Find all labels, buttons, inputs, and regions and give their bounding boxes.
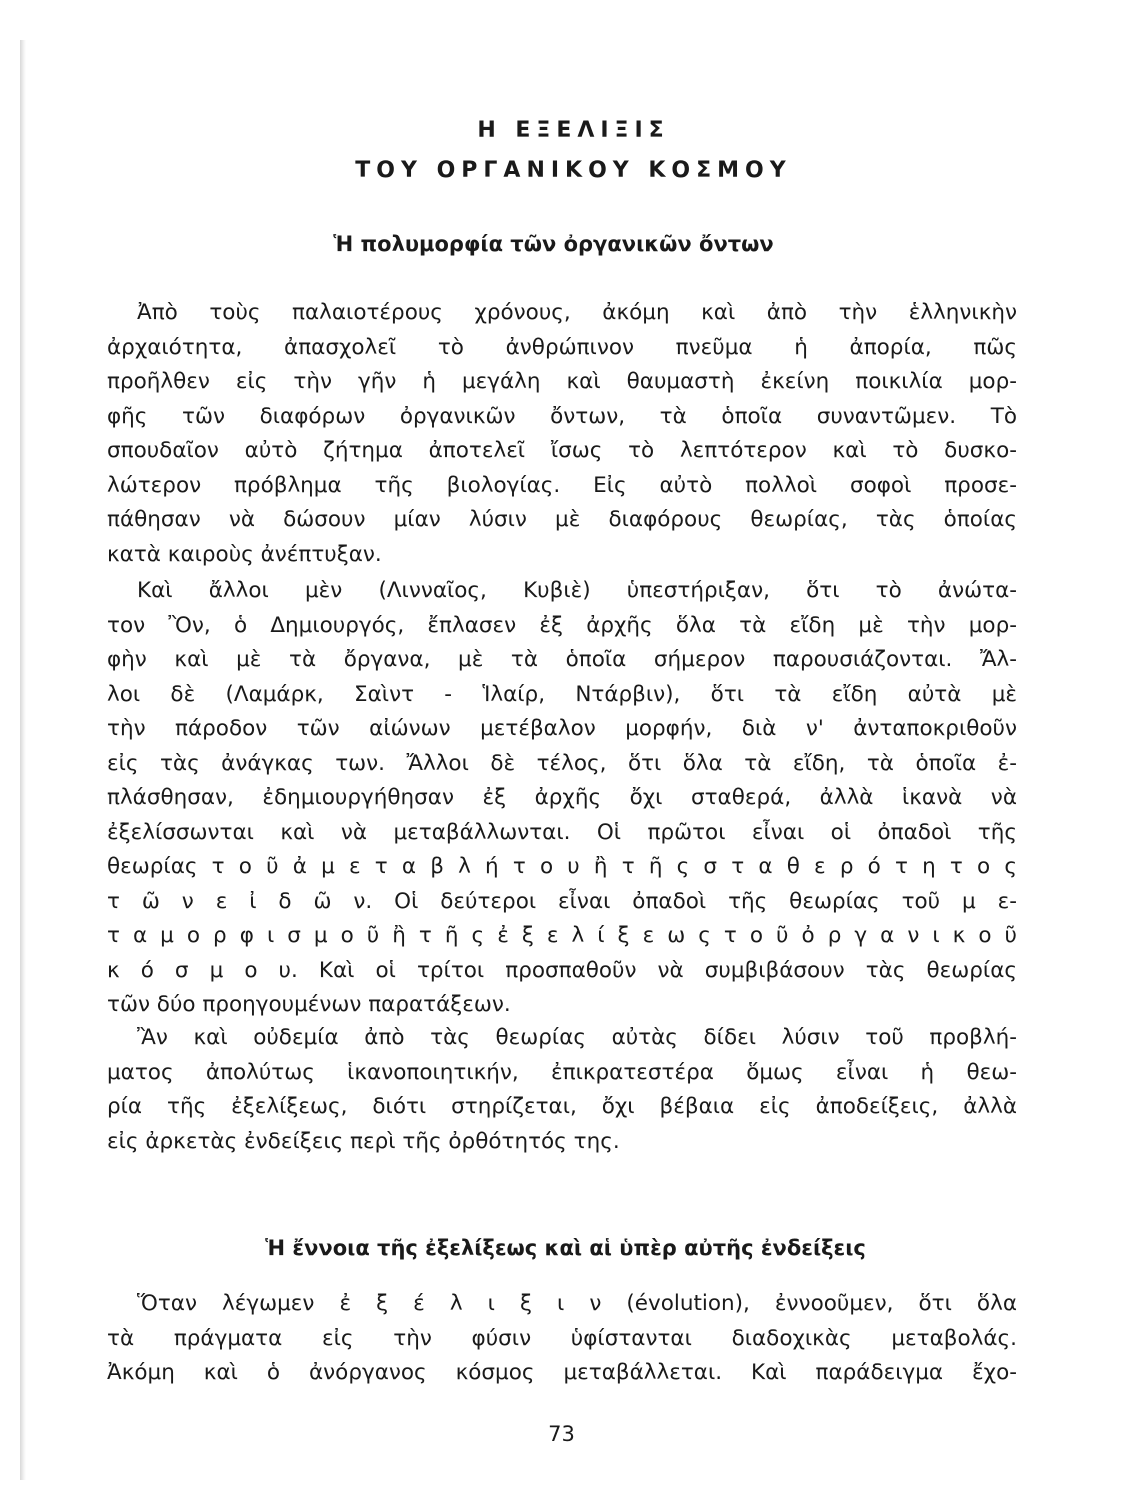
text-line: Καὶ ἄλλοι μὲν (Λινναῖος, Κυβιὲ) ὑπεστήριξαν, ὅτι τὸ ἀνώτα- <box>137 578 1017 603</box>
text-line: φὴν καὶ μὲ τὰ ὄργανα, μὲ τὰ ὁποῖα σήμερον παρουσιάζονται. Ἄλ- <box>107 647 1017 672</box>
text-line: φῆς τῶν διαφόρων ὀργανικῶν ὄντων, τὰ ὁποῖα συναντῶμεν. Τὸ <box>107 403 1017 429</box>
text-line: λοι δὲ (Λαμάρκ, Σαὶντ - Ἱλαίρ, Ντάρβιν), ὅτι τὰ εἴδη αὐτὰ μὲ <box>107 681 1017 707</box>
text-line: τον Ὂν, ὁ Δημιουργός, ἔπλασεν ἐξ ἀρχῆς ὅλα τὰ εἴδη μὲ τὴν μορ- <box>107 612 1017 638</box>
text-line: εἰς τὰς ἀνάγκας των. Ἄλλοι δὲ τέλος, ὅτι ὅλα τὰ εἴδη, τὰ ὁποῖα ἐ- <box>107 750 1017 776</box>
text-line: εἰς ἀρκετὰς ἐνδείξεις περὶ τῆς ὀρθότητός της. <box>107 1128 620 1154</box>
text-line: τὴν πάροδον τῶν αἰώνων μετέβαλον μορφήν, διὰ ν' ἀνταποκριθοῦν <box>107 716 1017 741</box>
section-heading-evolution: Ἡ ἔννοια τῆς ἐξελίξεως καὶ αἱ ὑπὲρ αὐτῆς ἐνδείξεις <box>265 1236 866 1260</box>
text-line: λώτερον πρόβλημα τῆς βιολογίας. Εἰς αὐτὸ πολλοὶ σοφοὶ προσε- <box>107 472 1017 498</box>
text-line: τ ῶ ν ε ἰ δ ῶ ν. Οἱ δεύτεροι εἶναι ὀπαδοὶ τῆς θεωρίας τοῦ μ ε- <box>107 888 1017 914</box>
text-line: κ ό σ μ ο υ. Καὶ οἱ τρίτοι προσπαθοῦν νὰ συμβιβάσουν τὰς θεωρίας <box>107 957 1017 983</box>
text-line: σπουδαῖον αὐτὸ ζήτημα ἀποτελεῖ ἴσως τὸ λεπτότερον καὶ τὸ δυσκο- <box>107 438 1017 463</box>
text-line: ἐξελίσσωνται καὶ νὰ μεταβάλλωνται. Οἱ πρῶτοι εἶναι οἱ ὀπαδοὶ τῆς <box>107 819 1017 845</box>
text-line: Ὅταν λέγωμεν ἐ ξ έ λ ι ξ ι ν (évolution), ἐννοοῦμεν, ὅτι ὅλα <box>137 1291 1017 1316</box>
section-heading-polymorphia: Ἡ πολυμορφία τῶν ὀργανικῶν ὄντων <box>333 232 774 256</box>
text-line: κατὰ καιροὺς ἀνέπτυξαν. <box>107 541 382 567</box>
text-line: ρία τῆς ἐξελίξεως, διότι στηρίζεται, ὄχι βέβαια εἰς ἀποδείξεις, ἀλλὰ <box>107 1094 1017 1119</box>
paragraph-1 <box>107 296 1017 572</box>
paragraph-3 <box>107 1021 1017 1159</box>
text-line: τ α μ ο ρ φ ι σ μ ο ῦ ἢ τ ῆ ς ἐ ξ ε λ ί ξ ε ω ς τ ο ῦ ὀ ρ γ α ν ι κ ο ῦ <box>107 923 1017 948</box>
text-line: Ἀκόμη καὶ ὁ ἀνόργανος κόσμος μεταβάλλεται. Καὶ παράδειγμα ἔχο- <box>107 1360 1017 1385</box>
text-line: ματος ἀπολύτως ἱκανοποιητικήν, ἐπικρατεστέρα ὅμως εἶναι ἡ θεω- <box>107 1059 1017 1085</box>
text-line: πλάσθησαν, ἐδημιουργήθησαν ἐξ ἀρχῆς ὄχι σταθερά, ἀλλὰ ἱκανὰ νὰ <box>107 785 1017 810</box>
paragraph-2 <box>107 574 1017 1023</box>
chapter-title-line-2: ΤΟΥ ΟΡΓΑΝΙΚΟΥ ΚΟΣΜΟΥ <box>355 158 792 183</box>
text-line: προῆλθεν εἰς τὴν γῆν ἡ μεγάλη καὶ θαυμαστὴ ἐκείνη ποικιλία μορ- <box>107 369 1017 394</box>
text-line: ἀρχαιότητα, ἀπασχολεῖ τὸ ἀνθρώπινον πνεῦμα ἡ ἀπορία, πῶς <box>107 334 1017 360</box>
chapter-title-line-1: Η ΕΞΕΛΙΞΙΣ <box>477 118 670 143</box>
text-line: Ἂν καὶ οὐδεμία ἀπὸ τὰς θεωρίας αὐτὰς δίδει λύσιν τοῦ προβλή- <box>137 1025 1017 1050</box>
paragraph-4 <box>107 1287 1017 1391</box>
text-line: τὰ πράγματα εἰς τὴν φύσιν ὑφίστανται διαδοχικὰς μεταβολάς. <box>107 1325 1017 1351</box>
text-line: θεωρίας τ ο ῦ ἀ μ ε τ α β λ ή τ ο υ ἢ τ ῆ ς σ τ α θ ε ρ ό τ η τ ο ς <box>107 854 1017 879</box>
page-number: 73 <box>548 1422 575 1446</box>
text-line: πάθησαν νὰ δώσουν μίαν λύσιν μὲ διαφόρους θεωρίας, τὰς ὁποίας <box>107 507 1017 532</box>
text-line: Ἀπὸ τοὺς παλαιοτέρους χρόνους, ἀκόμη καὶ ἀπὸ τὴν ἑλληνικὴν <box>137 300 1017 325</box>
page-edge-shadow <box>20 40 26 1480</box>
text-line: τῶν δύο προηγουμένων παρατάξεων. <box>107 992 511 1017</box>
